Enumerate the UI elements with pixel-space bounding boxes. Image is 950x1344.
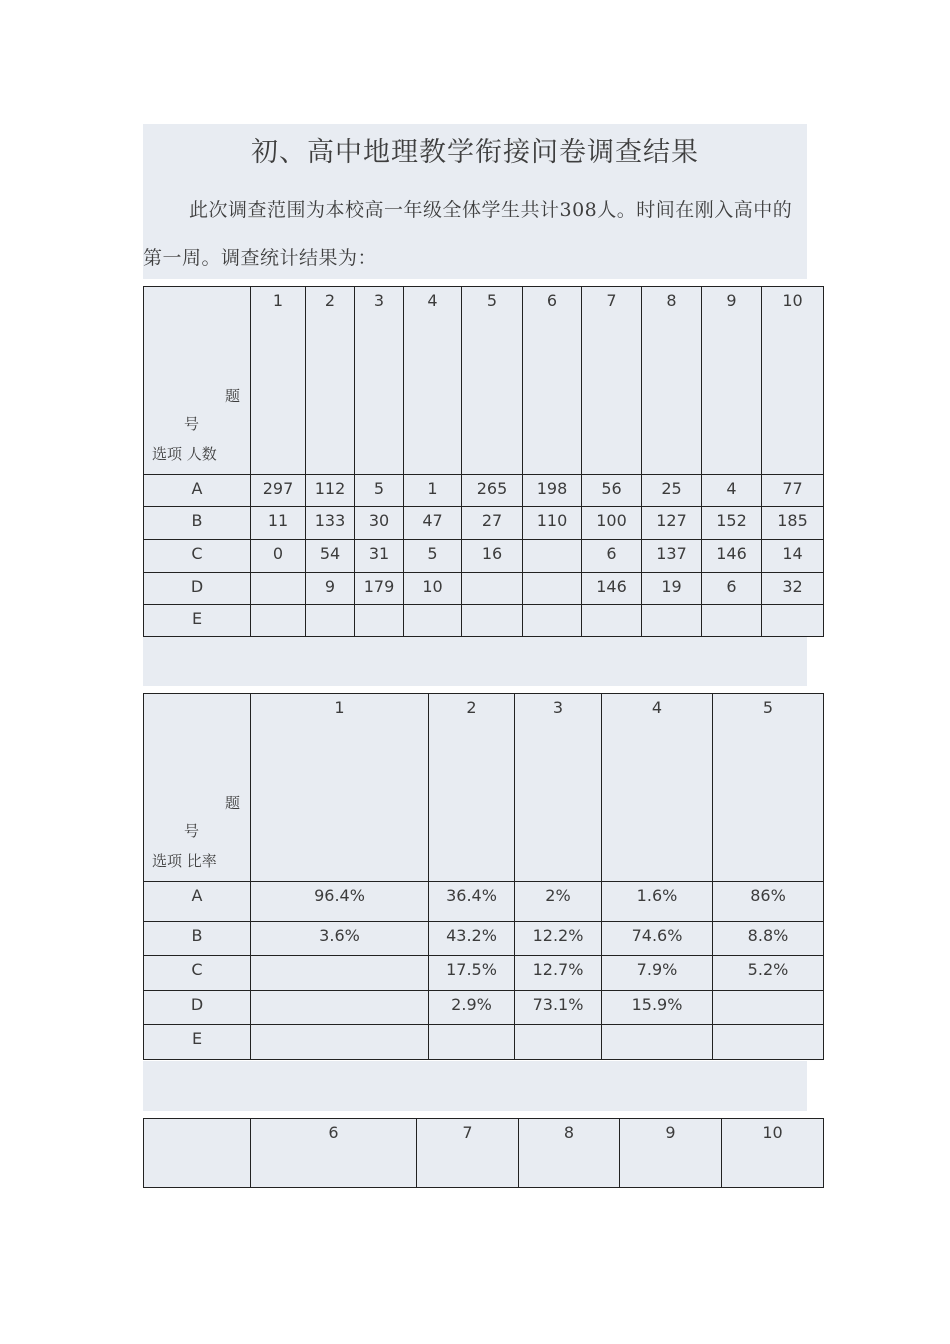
table-row (144, 507, 824, 540)
table-cell: 27 (462, 507, 523, 540)
table-cell: 96.4% (251, 882, 429, 922)
column-header: 1 (251, 287, 306, 475)
spacer-band-2 (143, 1061, 807, 1111)
table-cell: 15.9% (602, 991, 713, 1025)
table-cell: 146 (702, 540, 762, 573)
ratio-table-continued (143, 1118, 824, 1188)
table-cell (355, 605, 404, 637)
table-cell: 1 (404, 475, 462, 507)
table-cell (251, 1025, 429, 1060)
table-cell: 36.4% (429, 882, 515, 922)
column-header: 1 (251, 694, 429, 882)
column-header: 9 (702, 287, 762, 475)
table-cell: 30 (355, 507, 404, 540)
column-header: 6 (523, 287, 582, 475)
column-header: 10 (722, 1119, 824, 1188)
table-cell: 14 (762, 540, 824, 573)
table-corner-cell (144, 287, 251, 475)
table-cell: 110 (523, 507, 582, 540)
column-header: 2 (306, 287, 355, 475)
row-label: D (144, 573, 251, 605)
table-cell: 10 (404, 573, 462, 605)
table-row (144, 1025, 824, 1060)
table-cell (251, 573, 306, 605)
table-cell (762, 605, 824, 637)
column-header: 9 (620, 1119, 722, 1188)
table-cell: 3.6% (251, 922, 429, 956)
table-cell: 2% (515, 882, 602, 922)
table-cell (251, 605, 306, 637)
table-cell: 1.6% (602, 882, 713, 922)
table-row (144, 882, 824, 922)
table-row (144, 991, 824, 1025)
table-cell (642, 605, 702, 637)
column-header: 8 (642, 287, 702, 475)
table-cell: 4 (702, 475, 762, 507)
table-cell: 43.2% (429, 922, 515, 956)
table-cell: 47 (404, 507, 462, 540)
table-cell (523, 605, 582, 637)
corner-label-bottom: 选项 人数 (152, 445, 217, 463)
table-cell: 8.8% (713, 922, 824, 956)
column-header: 10 (762, 287, 824, 475)
table-cell: 6 (582, 540, 642, 573)
corner-label-top: 题 (224, 387, 240, 405)
spacer-band-1 (143, 636, 807, 686)
table-cell: 297 (251, 475, 306, 507)
table-corner-cell (144, 694, 251, 882)
table-row (144, 573, 824, 605)
table-cell: 185 (762, 507, 824, 540)
table-cell (404, 605, 462, 637)
row-label: E (144, 605, 251, 637)
row-label: B (144, 507, 251, 540)
table-cell: 11 (251, 507, 306, 540)
table-row (144, 922, 824, 956)
table-cell: 56 (582, 475, 642, 507)
row-label: A (144, 882, 251, 922)
corner-label-mid: 号 (184, 415, 200, 433)
row-label: C (144, 956, 251, 991)
table-cell: 9 (306, 573, 355, 605)
column-header: 7 (582, 287, 642, 475)
table-cell: 73.1% (515, 991, 602, 1025)
table-cell (251, 991, 429, 1025)
corner-label-bottom: 选项 比率 (152, 852, 217, 870)
table-cell (713, 991, 824, 1025)
table-cell: 146 (582, 573, 642, 605)
row-label: B (144, 922, 251, 956)
table-cell: 112 (306, 475, 355, 507)
table-cell: 31 (355, 540, 404, 573)
column-header: 4 (404, 287, 462, 475)
table-cell: 16 (462, 540, 523, 573)
column-header: 3 (515, 694, 602, 882)
table-cell: 86% (713, 882, 824, 922)
count-table-header-row (144, 287, 824, 475)
table-cell: 179 (355, 573, 404, 605)
column-header: 6 (251, 1119, 417, 1188)
table-row (144, 605, 824, 637)
intro-paragraph: 此次调查范围为本校高一年级全体学生共计308人。时间在刚入高中的第一周。调查统计结果为： (143, 199, 793, 269)
column-header: 2 (429, 694, 515, 882)
table-cell: 100 (582, 507, 642, 540)
table-row (144, 540, 824, 573)
table-cell: 74.6% (602, 922, 713, 956)
ratio-table-header-row (144, 694, 824, 882)
table-row (144, 475, 824, 507)
table-cell: 152 (702, 507, 762, 540)
table-cell: 77 (762, 475, 824, 507)
ratio-table (143, 693, 824, 1060)
column-header: 3 (355, 287, 404, 475)
count-table (143, 286, 824, 637)
table-cell: 133 (306, 507, 355, 540)
table-cell (602, 1025, 713, 1060)
table-cell (582, 605, 642, 637)
table-cell: 12.7% (515, 956, 602, 991)
row-label: C (144, 540, 251, 573)
table-cell (523, 573, 582, 605)
table-cell (462, 605, 523, 637)
table-cell: 19 (642, 573, 702, 605)
table-cell: 17.5% (429, 956, 515, 991)
table-cell: 127 (642, 507, 702, 540)
table-cell (713, 1025, 824, 1060)
column-header: 4 (602, 694, 713, 882)
table-cell (515, 1025, 602, 1060)
table-row (144, 956, 824, 991)
table-cell: 5.2% (713, 956, 824, 991)
table-cell (702, 605, 762, 637)
row-label: D (144, 991, 251, 1025)
row-label: E (144, 1025, 251, 1060)
table-corner-cell (144, 1119, 251, 1188)
table-cell: 198 (523, 475, 582, 507)
column-header: 7 (417, 1119, 519, 1188)
table-cell: 32 (762, 573, 824, 605)
table-cell: 7.9% (602, 956, 713, 991)
table-cell: 25 (642, 475, 702, 507)
column-header: 5 (713, 694, 824, 882)
table-cell: 6 (702, 573, 762, 605)
table-cell (462, 573, 523, 605)
table-cell: 0 (251, 540, 306, 573)
table-cell: 5 (355, 475, 404, 507)
table-cell: 12.2% (515, 922, 602, 956)
table-cell (251, 956, 429, 991)
column-header: 5 (462, 287, 523, 475)
table-cell: 265 (462, 475, 523, 507)
document-title: 初、高中地理教学衔接问卷调查结果 (251, 137, 699, 168)
table-cell (429, 1025, 515, 1060)
row-label: A (144, 475, 251, 507)
column-header: 8 (519, 1119, 620, 1188)
table-cell: 5 (404, 540, 462, 573)
table-cell: 54 (306, 540, 355, 573)
corner-label-mid: 号 (184, 822, 200, 840)
ratio-table-continued-header-row (144, 1119, 824, 1188)
corner-label-top: 题 (224, 794, 240, 812)
table-cell (523, 540, 582, 573)
table-cell: 2.9% (429, 991, 515, 1025)
table-cell: 137 (642, 540, 702, 573)
table-cell (306, 605, 355, 637)
